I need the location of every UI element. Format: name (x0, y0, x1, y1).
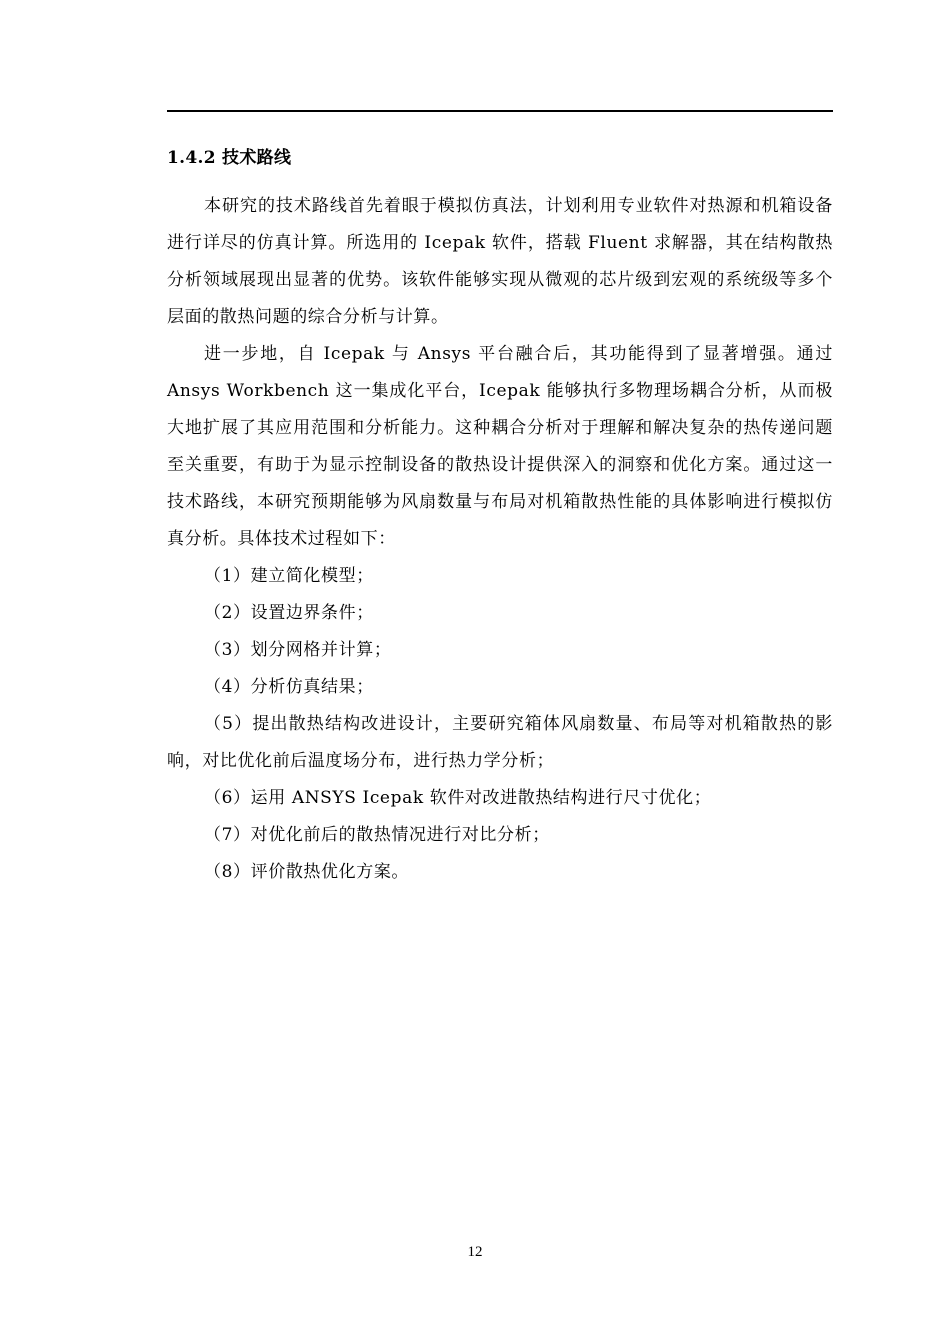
list-item (167, 780, 833, 817)
step-number: （2） (204, 603, 251, 623)
step-number: （6） (204, 788, 251, 808)
step-text: 建立简化模型； (250, 566, 374, 586)
step-number: （8） (204, 862, 251, 882)
step-number: （4） (204, 677, 251, 697)
list-item (167, 854, 833, 891)
step-text: 分析仿真结果； (250, 677, 374, 697)
section-heading: 1.4.2 技术路线 (167, 148, 292, 168)
page-body (167, 140, 833, 891)
step-text: 运用 ANSYS Icepak 软件对改进散热结构进行尺寸优化； (250, 788, 712, 808)
step-number: （7） (204, 825, 251, 845)
list-item (167, 558, 833, 595)
list-item (167, 595, 833, 632)
step-list (167, 558, 833, 891)
step-text: 设置边界条件； (250, 603, 374, 623)
step-number: （3） (204, 640, 251, 660)
step-text: 划分网格并计算； (250, 640, 392, 660)
step-text: 提出散热结构改进设计，主要研究箱体风扇数量、布局等对机箱散热的影响，对比优化前后温度场分布，进行热力学分析； (167, 714, 833, 771)
step-number: （1） (204, 566, 251, 586)
header-rule (167, 110, 833, 112)
step-text: 对优化前后的散热情况进行对比分析； (250, 825, 550, 845)
paragraph: 进一步地，自 Icepak 与 Ansys 平台融合后，其功能得到了显著增强。通过 Ansys Workbench 这一集成化平台，Icepak 能够执行多物理场耦合分析，从而极大地扩展了其应用范围和分析能力。这种耦合分析对于理解和解决复杂的热传递问题至关重要，有助于为显示控制设备的散热设计提供深入的洞察和优化方案。通过这一技术路线，本研究预期能够为风扇数量与布局对机箱散热性能的具体影响进行模拟仿真分析。具体技术过程如下： (167, 344, 833, 549)
page-number: 12 (467, 1244, 483, 1260)
step-number: （5） (204, 714, 253, 734)
list-item (167, 706, 833, 780)
step-text: 评价散热优化方案。 (250, 862, 410, 882)
list-item (167, 632, 833, 669)
list-item (167, 669, 833, 706)
list-item (167, 817, 833, 854)
paragraph: 本研究的技术路线首先着眼于模拟仿真法，计划利用专业软件对热源和机箱设备进行详尽的仿真计算。所选用的 Icepak 软件，搭载 Fluent 求解器，其在结构散热分析领域展现出显著的优势。该软件能够实现从微观的芯片级到宏观的系统级等多个层面的散热问题的综合分析与计算。 (167, 196, 833, 327)
